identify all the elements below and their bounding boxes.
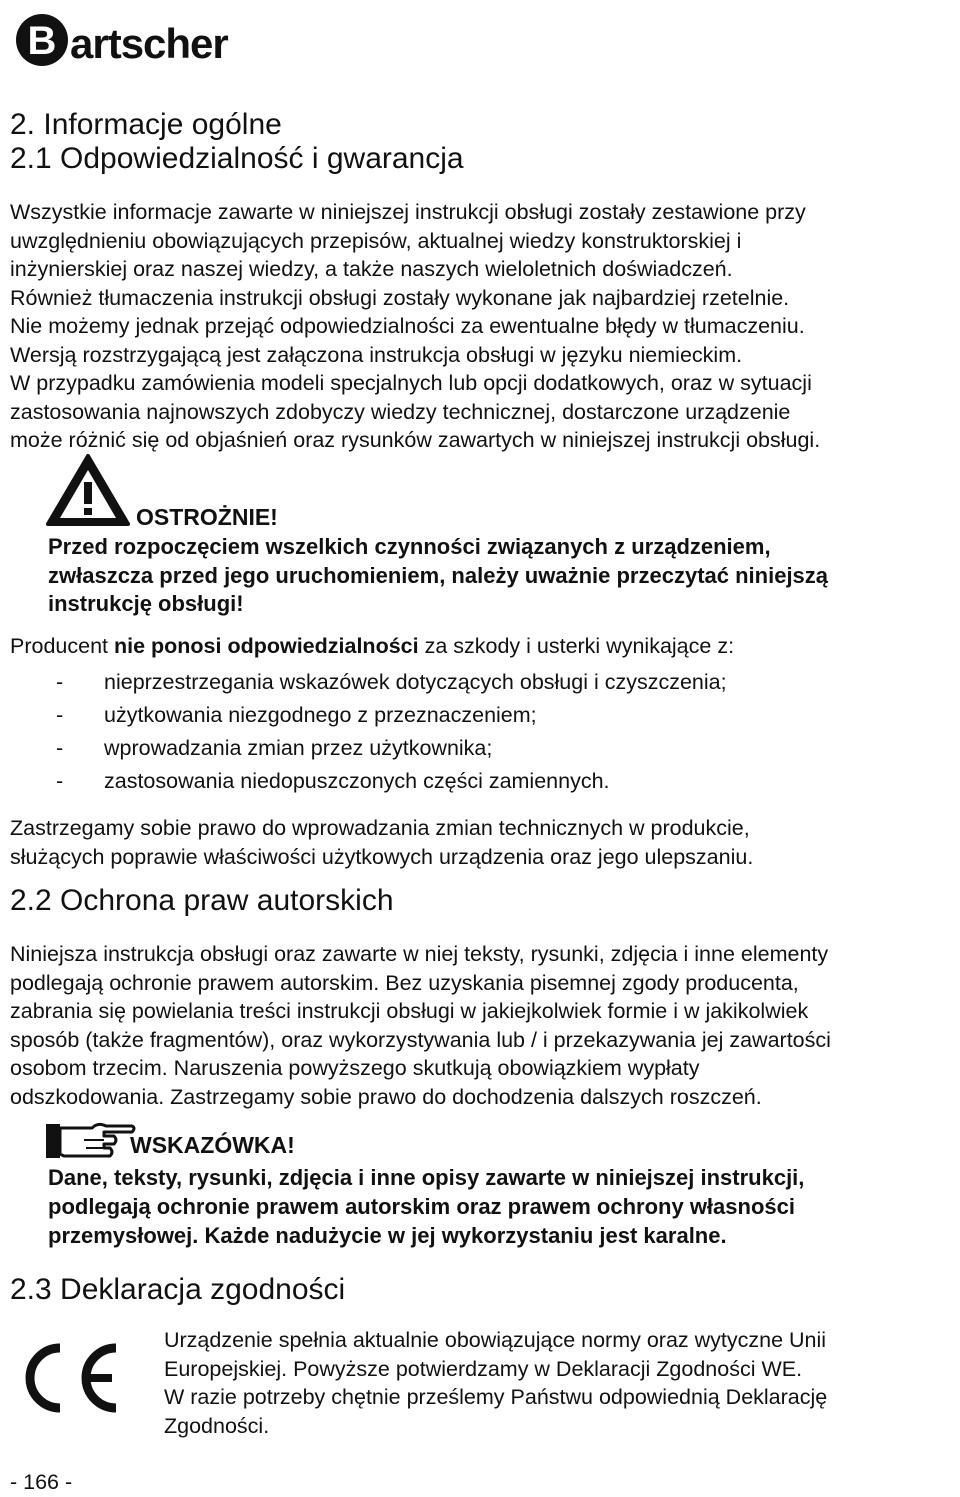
text-line: Wersją rozstrzygającą jest załączona instrukcja obsługi w języku niemieckim. [10, 342, 743, 367]
text-line: zastosowania najnowszych zdobyczy wiedzy technicznej, dostarczone urządzenie [10, 399, 791, 424]
note-line: Dane, teksty, rysunki, zdjęcia i inne opisy zawarte w niniejszej instrukcji, [48, 1165, 805, 1190]
text-line: Również tłumaczenia instrukcji obsługi zostały wykonane jak najbardziej rzetelnie. [10, 285, 790, 310]
note-line: przemysłowej. Każde nadużycie w jej wykorzystaniu jest karalne. [48, 1223, 727, 1248]
svg-text:artscher: artscher [70, 20, 228, 67]
text-line: osobom trzecim. Naruszenia powyższego skutkują obowiązkiem wypłaty [10, 1056, 700, 1080]
text-line: uwzględnieniu obowiązujących przepisów, aktualnej wiedzy konstruktorskiej i [10, 228, 742, 253]
list-item-text: użytkowania niezgodnego z przeznaczeniem; [104, 703, 537, 727]
text-line: odszkodowania. Zastrzegamy sobie prawo do dochodzenia dalszych roszczeń. [10, 1084, 762, 1109]
responsibility-paragraph [10, 198, 940, 455]
changes-paragraph [10, 814, 940, 871]
text-line: podlegają ochronie prawem autorskim. Bez uzyskania pisemnej zgody producenta, [10, 970, 799, 995]
svg-text:B: B [27, 19, 57, 63]
list-marker: - [56, 769, 64, 793]
text-line: zabrania się powielania treści instrukcji obsługi w jakiejkolwiek formie i w jakikolwiek [10, 999, 809, 1023]
text-line: Niniejsza instrukcja obsługi oraz zawarte w niej teksty, rysunki, zdjęcia i inne elementy [10, 942, 829, 966]
note-title: WSKAZÓWKA! [130, 1132, 295, 1158]
liability-intro [10, 634, 734, 659]
copyright-paragraph [10, 940, 940, 1111]
subsection-title-2-2: 2.2 Ochrona praw autorskich [10, 884, 394, 917]
caution-line: instrukcję obsługi! [48, 591, 244, 616]
text-line: służących poprawie właściwości użytkowych urządzenia oraz jego ulepszaniu. [10, 844, 754, 869]
text-line: może różnić się od objaśnień oraz rysunków zawartych w niniejszej instrukcji obsługi. [10, 428, 821, 452]
text-line: Nie możemy jednak przejąć odpowiedzialności za ewentualne błędy w tłumaczeniu. [10, 314, 805, 338]
list-marker: - [56, 703, 64, 727]
liability-intro-before: Producent [10, 634, 114, 658]
section-title: 2. Informacje ogólne [10, 108, 282, 141]
list-marker: - [56, 670, 64, 694]
text-line: Urządzenie spełnia aktualnie obowiązujące normy oraz wytyczne Unii [164, 1328, 827, 1352]
list-item-text: nieprzestrzegania wskazówek dotyczących obsługi i czyszczenia; [104, 670, 727, 694]
list-item-text: zastosowania niedopuszczonych części zamiennych. [104, 769, 610, 793]
list-item-text: wprowadzania zmian przez użytkownika; [104, 736, 493, 760]
list-item [0, 703, 960, 733]
list-item [0, 670, 960, 700]
list-marker: - [56, 736, 64, 760]
caution-line: Przed rozpoczęciem wszelkich czynności związanych z urządzeniem, [48, 534, 771, 559]
caution-title: OSTROŻNIE! [136, 504, 278, 530]
text-line: Zgodności. [164, 1413, 270, 1438]
list-item [0, 736, 960, 766]
text-line: W przypadku zamówienia modeli specjalnych lub opcji dodatkowych, oraz w sytuacji [10, 371, 812, 395]
caution-line: zwłaszcza przed jego uruchomieniem, należy uważnie przeczytać niniejszą [48, 562, 829, 588]
note-text [48, 1163, 804, 1250]
caution-text [48, 533, 828, 619]
ce-mark-icon [14, 1340, 124, 1416]
bartscher-logo [12, 6, 232, 70]
warning-triangle-icon [44, 452, 132, 528]
page-number: - 166 - [10, 1470, 73, 1494]
list-item [0, 769, 960, 799]
text-line: inżynierskiej oraz naszej wiedzy, a także naszych wieloletnich doświadczeń. [10, 257, 733, 281]
liability-intro-bold: nie ponosi odpowiedzialności [113, 634, 419, 658]
liability-intro-after: za szkody i usterki wynikające z: [418, 634, 735, 658]
pointing-hand-icon [44, 1118, 136, 1162]
note-line: podlegają ochronie prawem autorskim oraz prawem ochrony własności [48, 1194, 795, 1219]
text-line: Zastrzegamy sobie prawo do wprowadzania zmian technicznych w produkcie, [10, 816, 750, 840]
text-line: W razie potrzeby chętnie prześlemy Państwu odpowiednią Deklarację [164, 1385, 828, 1409]
subsection-title-2-3: 2.3 Deklaracja zgodności [10, 1273, 346, 1306]
conformity-paragraph [164, 1326, 827, 1440]
text-line: Europejskiej. Powyższe potwierdzamy w Deklaracji Zgodności WE. [164, 1356, 803, 1381]
text-line: Wszystkie informacje zawarte w niniejszej instrukcji obsługi zostały zestawione przy [10, 200, 806, 224]
text-line: sposób (także fragmentów), oraz wykorzystywania lub / i przekazywania jej zawartości [10, 1027, 831, 1052]
subsection-title-2-1: 2.1 Odpowiedzialność i gwarancja [10, 142, 464, 175]
